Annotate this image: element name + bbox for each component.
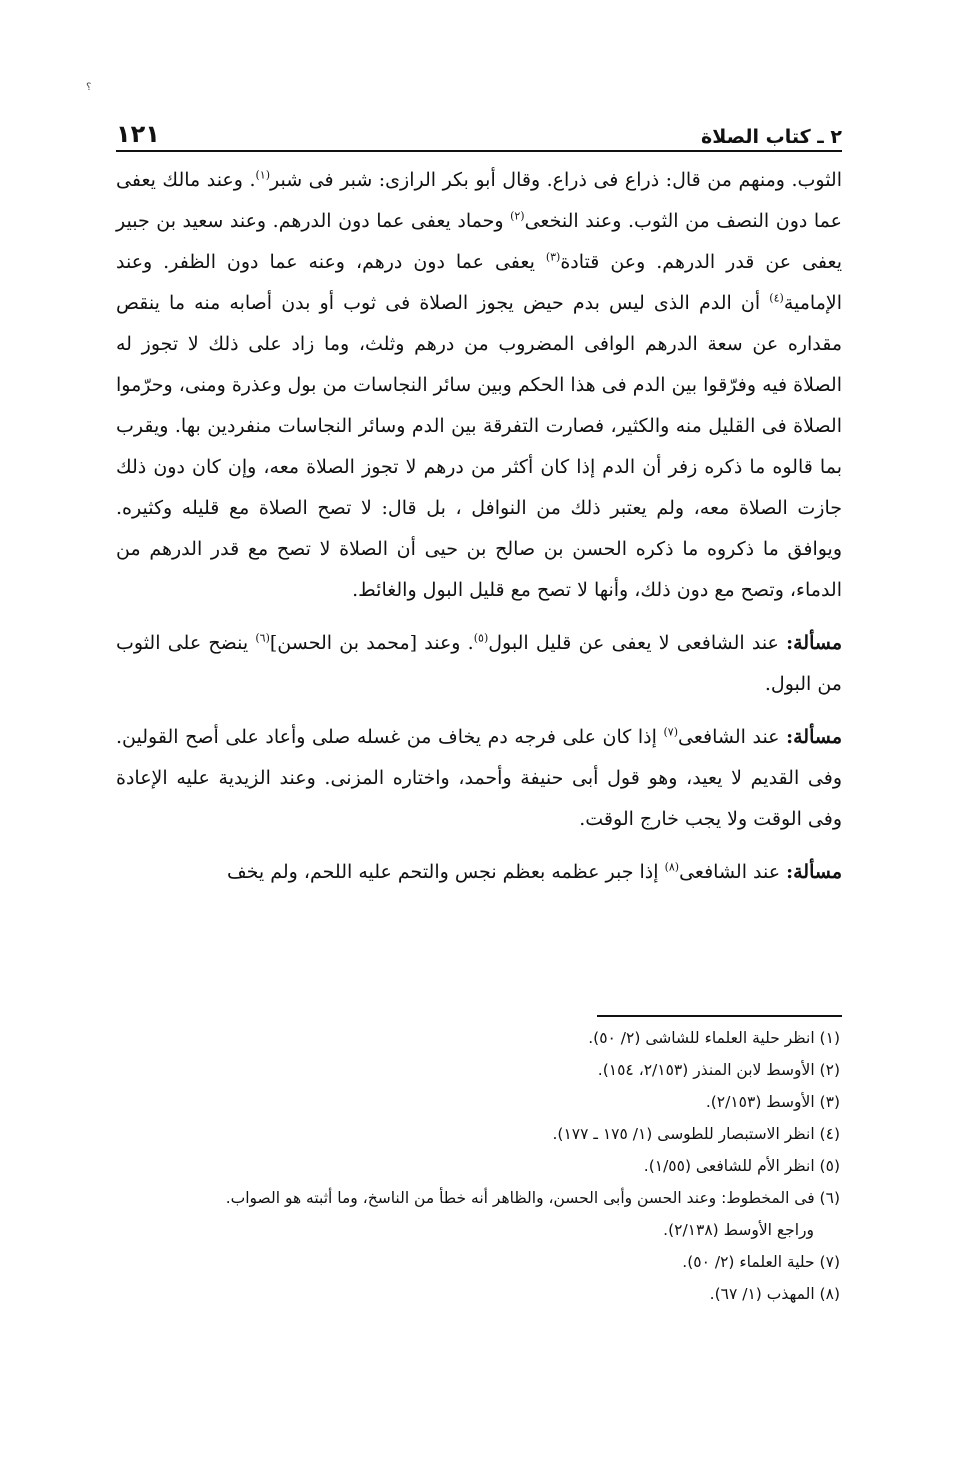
footnote-rule bbox=[597, 1015, 842, 1017]
running-title: ٢ ـ كتاب الصلاة bbox=[701, 126, 842, 148]
text-run: . وعند مالك يعفى عما دون النصف من الثوب. وعند النخعى bbox=[116, 169, 842, 232]
header-rule bbox=[116, 150, 842, 152]
footnote-ref: (١) bbox=[255, 168, 271, 182]
text-run: وحماد يعفى عما دون الدرهم. وعند سعيد بن جبير يعفى عن قدر الدرهم. وعن قتادة bbox=[116, 210, 842, 273]
text-run: عند الشافعى لا يعفى عن قليل البول bbox=[488, 632, 787, 654]
footnote: (٥) انظر الأم للشافعى (١/٥٥). bbox=[643, 1157, 840, 1175]
masala-label: مسألة: bbox=[786, 861, 842, 883]
footnote: (٢) الأوسط لابن المنذر (٢/١٥٣، ١٥٤). bbox=[597, 1061, 840, 1079]
text-run: إذا كان على فرجه دم يخاف من غسله صلى وأعاد على أصح القولين. وفى القديم لا يعيد، وهو قول أبى حنيفة وأحمد، واختاره المزنى. وعند الزيدية عليه الإعادة وفى الوقت ولا يجب خارج الوقت. bbox=[116, 726, 842, 830]
footnote-ref: (٣) bbox=[545, 250, 561, 264]
page-number: ١٢١ bbox=[116, 120, 160, 148]
footnote: (٣) الأوسط (٢/١٥٣). bbox=[705, 1093, 840, 1111]
text-run: أن الدم الذى ليس بدم حيض يجوز الصلاة فى ثوب أو بدن أصابه منه ما ينقص مقداره عن سعة الدرهم الوافى المضروب من درهم وثلث، وما زاد على ذلك لا تجوز له الصلاة فيه وفرّقوا بين الدم فى هذا الحكم وبين سائر النجاسات من بول وعذرة ومنى، وحرّموا الصلاة فى القليل منه والكثير، فصارت التفرقة بين الدم وسائر النجاسات منفردين بها. ويقرب بما قالوه ما ذكره زفر أن الدم إذا كان أكثر من درهم لا تجوز الصلاة معه، وإن كان دون ذلك جازت الصلاة معه، ولم يعتبر ذلك من النوافل ، بل قال: لا تصح الصلاة مع قليله وكثيره. ويوافق ما ذكروه ما ذكره الحسن بن صالح بن حيى أن الصلاة لا تصح مع قدر الدرهم من الدماء، وتصح مع دون ذلك، وأنها لا تصح مع قليل البول والغائط. bbox=[116, 292, 842, 601]
text-run: عند الشافعى bbox=[679, 861, 787, 883]
text-run: يعفى عما دون درهم، وعنه عما دون الظفر. وعند الإمامية bbox=[116, 251, 842, 314]
footnotes bbox=[100, 1022, 840, 1310]
footnote-continuation: وراجع الأوسط (٢/١٣٨). bbox=[663, 1221, 814, 1239]
footnote: (٦) فى المخطوط: وعند الحسن وأبى الحسن، والظاهر أنه خطأ من الناسخ، وما أثبته هو الصواب. bbox=[225, 1189, 840, 1207]
footnote: (٨) المهذب (١/ ٦٧). bbox=[709, 1285, 840, 1303]
masala-paragraph bbox=[116, 852, 842, 893]
text-run: إذا جبر عظمه بعظم نجس والتحم عليه اللحم، ولم يخف bbox=[226, 861, 665, 883]
footnote-ref: (٨) bbox=[664, 860, 680, 874]
paragraph bbox=[116, 160, 842, 611]
footnote-ref: (٢) bbox=[510, 209, 525, 223]
footnote-ref: (٦) bbox=[255, 631, 270, 645]
masala-label: مسألة: bbox=[786, 726, 842, 748]
text-run: الثوب. ومنهم من قال: ذراع فى ذراع. وقال أبو بكر الرازى: شبر فى شبر bbox=[270, 169, 842, 191]
footnote: (١) انظر حلية العلماء للشاشى (٢/ ٥٠). bbox=[588, 1029, 840, 1047]
footnote: (٧) حلية العلماء (٢/ ٥٠). bbox=[682, 1253, 840, 1271]
masala-paragraph bbox=[116, 623, 842, 705]
text-run: . وعند [محمد بن الحسن] bbox=[269, 632, 474, 654]
corner-mark: ؟ bbox=[86, 82, 92, 93]
text-run: ينضح على الثوب من البول. bbox=[116, 632, 842, 695]
body-text bbox=[116, 160, 842, 893]
footnote: (٤) انظر الاستبصار للطوسى (١/ ١٧٥ ـ ١٧٧). bbox=[552, 1125, 840, 1143]
masala-label: مسألة: bbox=[786, 632, 843, 654]
masala-paragraph bbox=[116, 717, 842, 840]
page-header bbox=[116, 112, 842, 148]
text-run: عند الشافعى bbox=[678, 726, 787, 748]
footnote-ref: (٤) bbox=[769, 291, 784, 305]
footnote-ref: (٥) bbox=[473, 631, 489, 645]
footnote-ref: (٧) bbox=[663, 725, 678, 739]
